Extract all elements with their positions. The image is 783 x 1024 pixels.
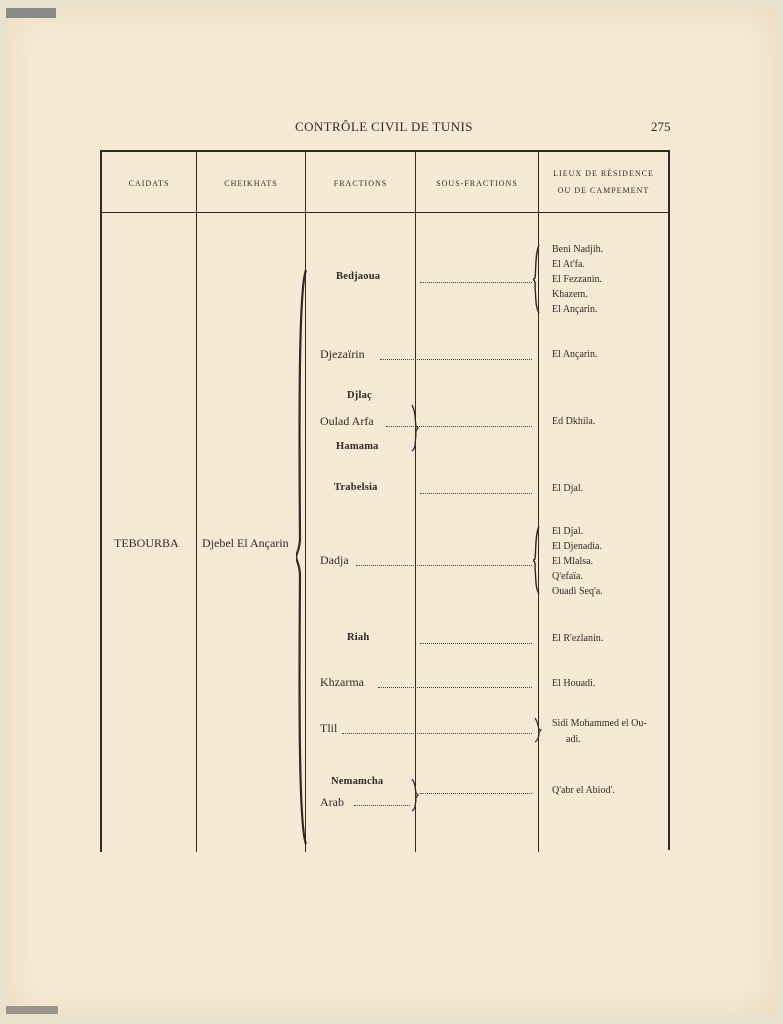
place-item: El At'fa. [552, 259, 585, 270]
header-caidats: CAIDATS [128, 179, 170, 188]
fraction-hamama: Hamama [336, 441, 379, 452]
leader-dots [342, 733, 532, 734]
fraction-bedjaoua: Bedjaoua [336, 271, 381, 282]
place-item: El Mlalsa. [552, 556, 594, 567]
column-divider [196, 152, 197, 852]
fractions-brace [296, 268, 310, 846]
header-lieux-line1: LIEUX DE RÉSIDENCE [553, 169, 654, 178]
fraction-tlil: Tlil [320, 721, 338, 735]
caidat-name: TEBOURBA [114, 536, 179, 550]
place-item: El Djenadia. [552, 541, 602, 552]
place-item: Khazem. [552, 289, 588, 300]
column-divider [415, 152, 416, 852]
leader-dots [420, 793, 532, 794]
place-item: El Djal. [552, 483, 584, 494]
page-corner-bottom [6, 1006, 58, 1014]
cheikhat-name: Djebel El Ançarin [202, 536, 289, 550]
leader-dots [386, 426, 532, 427]
header-lieux-line2: OU DE CAMPEMENT [557, 186, 650, 195]
header-fractions: FRACTIONS [333, 179, 388, 188]
place-item: Sidi Mohammed el Ou- [552, 718, 647, 729]
place-item: Ed Dkhila. [552, 416, 596, 427]
place-item: adi. [566, 734, 581, 745]
fraction-trabelsia: Trabelsia [334, 482, 378, 493]
table-top-border [100, 150, 670, 152]
page-corner-top [6, 8, 56, 18]
place-item: El R'ezlanin. [552, 633, 604, 644]
leader-dots [380, 359, 532, 360]
leader-dots [354, 805, 410, 806]
leader-dots [356, 565, 532, 566]
place-item: Q'abr el Abiod'. [552, 785, 615, 796]
fraction-oulad-arfa: Oulad Arfa [320, 414, 374, 428]
header-sous-fractions: SOUS-FRACTIONS [436, 179, 518, 188]
fraction-arab: Arab [320, 795, 344, 809]
leader-dots [378, 687, 532, 688]
table-left-border [100, 150, 102, 852]
place-item: Q'efaïa. [552, 571, 583, 582]
fraction-nemamcha: Nemamcha [331, 776, 384, 787]
header-cheikhats: CHEIKHATS [224, 179, 278, 188]
book-page [6, 8, 776, 1014]
page-title: CONTRÔLE CIVIL DE TUNIS [295, 119, 473, 134]
fraction-djezairin: Djezaïrin [320, 347, 365, 361]
leader-dots [420, 493, 532, 494]
places-brace [534, 717, 542, 743]
sub-brace [410, 404, 420, 452]
page-number: 275 [651, 119, 671, 134]
places-brace [533, 525, 543, 595]
place-item: El Djal. [552, 526, 584, 537]
place-item: El Fezzanin. [552, 274, 602, 285]
places-brace [533, 244, 543, 314]
place-item: El Houadi. [552, 678, 596, 689]
table-header-divider [100, 212, 670, 213]
place-item: Beni Nadjih. [552, 244, 604, 255]
sub-brace [410, 778, 420, 812]
fraction-djlac: Djlaç [347, 390, 372, 401]
place-item: El Ançarin. [552, 304, 598, 315]
leader-dots [420, 282, 532, 283]
fraction-dadja: Dadja [320, 553, 349, 567]
fraction-khzarma: Khzarma [320, 675, 364, 689]
table-right-border [668, 150, 670, 850]
place-item: Ouadi Seq'a. [552, 586, 603, 597]
fraction-riah: Riah [347, 632, 370, 643]
leader-dots [420, 643, 532, 644]
place-item: El Ançarin. [552, 349, 598, 360]
